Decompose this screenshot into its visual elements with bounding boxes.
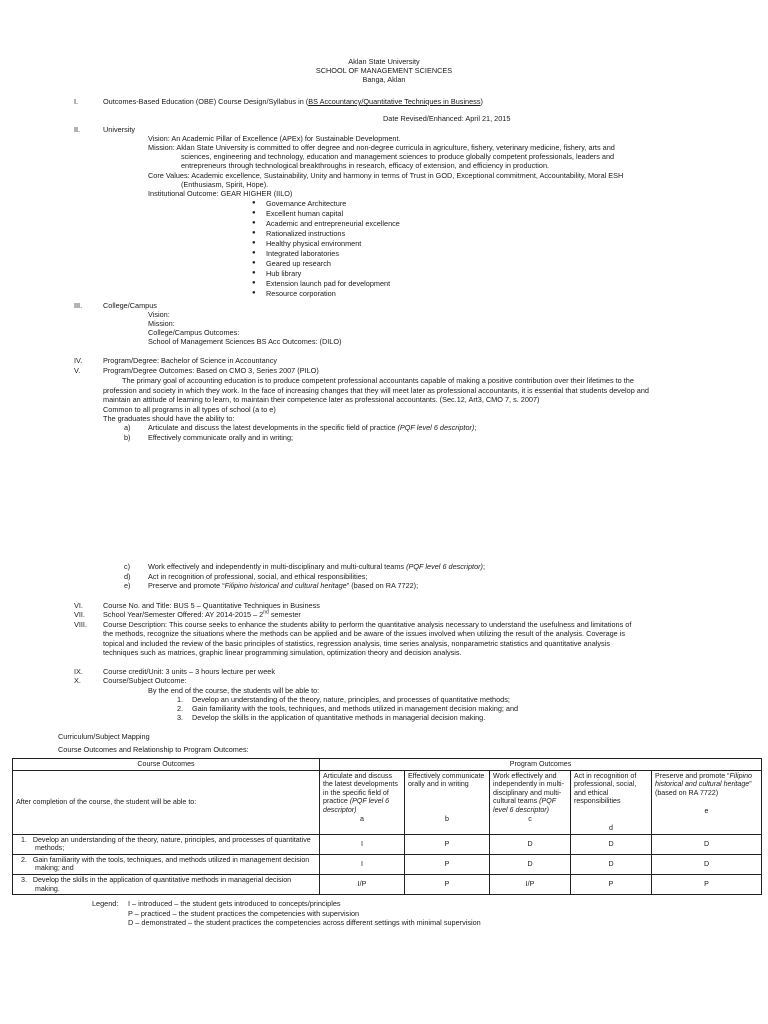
row-2-text: Gain familiarity with the tools, techniques, and methods utilized in management decision making; and <box>32 855 310 873</box>
outcome-e-letter: e) <box>124 581 131 590</box>
college-mission: Mission: <box>148 319 175 328</box>
row-1-value-d: D <box>571 834 652 854</box>
column-e <box>652 770 762 834</box>
program-outcomes: Program/Degree Outcomes: Based on CMO 3, Series 2007 (PILO) <box>103 366 319 375</box>
row-label: After completion of the course, the student will be able to: <box>13 770 320 834</box>
column-d-letter: d <box>609 823 613 832</box>
outcome-c-letter: c) <box>124 562 131 571</box>
column-e-tail: ” (based on RA 7722) <box>655 780 752 797</box>
section-1-number: I. <box>74 97 79 106</box>
school-location: Banga, Aklan <box>362 75 406 84</box>
legend-label: Legend: <box>92 899 119 908</box>
section-8-number: VIII. <box>74 620 87 629</box>
college-outcomes: College/Campus Outcomes: <box>148 328 240 337</box>
row-3-value-a: I/P <box>320 874 405 894</box>
outcome-b-text: Effectively communicate orally and in writing; <box>148 433 294 442</box>
program-goal-line-3: maintain an attitude of learning to learn, to maintain their competence later as professional accountants. (Sec.12, Art3, CMO 7, s. 2007) <box>103 395 540 404</box>
course-outcome-1-number: 1. <box>177 695 184 704</box>
table-columns-row <box>13 770 762 834</box>
outcome-e-text <box>148 581 418 591</box>
row-3-value-d: P <box>571 874 652 894</box>
section-3-number: III. <box>74 301 83 310</box>
course-description-line-3: topical and included the review of the basic principles of statistics, regression analysis, time series analysis, nonparametric statistics and quantitative analysis <box>103 639 610 648</box>
row-3-value-e: P <box>652 874 762 894</box>
program-goal-line-2: profession and society in which they work. In the face of increasing changes that they will meet later as professional accountants, it is essential that students develop and <box>103 386 649 395</box>
section-7-number: VII. <box>74 610 85 619</box>
outcome-a-text <box>148 423 476 433</box>
column-b-letter: b <box>445 814 449 823</box>
school-year <box>103 610 301 620</box>
row-1-number: 1. <box>21 835 27 844</box>
course-outcome-intro: By the end of the course, the students will be able to: <box>148 686 320 695</box>
university-mission-line-3: entrepreneurs through technological breakthroughs in research, efficacy of extension, and efficiency in production. <box>181 161 550 170</box>
school-year-main: School Year/Semester Offered: AY 2014-2015 – 2 <box>103 610 264 619</box>
row-3-text: Develop the skills in the application of quantitative methods in managerial decision making. <box>32 875 292 893</box>
outcome-a-main: Articulate and discuss the latest developments in the specific field of practice <box>148 423 398 432</box>
table-row <box>13 854 762 874</box>
course-title: Course No. and Title: BUS 5 – Quantitative Techniques in Business <box>103 601 320 610</box>
course-description-line-2: the methods, recognize the situations where the methods can be applied and be aware of the issues involved when utilizing the result of the analysis. Coverage is <box>103 629 626 638</box>
core-values-line-2: (Enthusiasm, Spirit, Hope). <box>181 180 269 189</box>
school-year-sup: nd <box>263 609 269 616</box>
row-2-value-d: D <box>571 854 652 874</box>
course-outcome-2-number: 2. <box>177 704 184 713</box>
course-outcome-heading: Course/Subject Outcome: <box>103 676 187 685</box>
outcome-c-text <box>148 562 485 572</box>
row-3-value-b: P <box>405 874 490 894</box>
outcome-a-tail: ; <box>474 423 477 432</box>
program-degree: Program/Degree: Bachelor of Science in Accountancy <box>103 356 278 365</box>
legend-practiced: P – practiced – the student practices the competencies with supervision <box>128 909 360 918</box>
outcome-a-letter: a) <box>124 423 131 432</box>
row-1-label <box>13 834 320 854</box>
course-outcome-2-text: Gain familiarity with the tools, techniques, and methods utilized in management decision making; and <box>192 704 519 713</box>
school-outcomes: School of Management Sciences BS Acc Outcomes: (DILO) <box>148 337 342 346</box>
row-2-value-c: D <box>490 854 571 874</box>
course-credit: Course credit/Unit: 3 units – 3 hours lecture per week <box>103 667 275 676</box>
outcome-e-main: Preserve and promote “ <box>148 581 225 590</box>
course-description-line-4: techniques such as matrices, graphic linear programming simulation, optimization theory and decision analysis. <box>103 648 462 657</box>
section-10-number: X. <box>74 676 81 685</box>
row-2-label <box>13 854 320 874</box>
column-a <box>320 770 405 834</box>
row-1-value-b: P <box>405 834 490 854</box>
column-d <box>571 770 652 834</box>
column-a-letter: a <box>360 814 364 823</box>
program-outcomes-header: Program Outcomes <box>320 759 762 771</box>
column-b <box>405 770 490 834</box>
course-outcome-3-number: 3. <box>177 713 184 722</box>
row-2-number: 2. <box>21 855 27 864</box>
row-3-label <box>13 874 320 894</box>
list-item: ● Extension launch pad for development <box>266 279 390 289</box>
university-mission-line-2: sciences, engineering and technology, education and management sciences to produce globally competent professionals, leaders and <box>181 152 615 161</box>
outcome-b-letter: b) <box>124 433 131 442</box>
section-1-course: BS Accountancy/Quantitative Techniques in Business <box>308 97 481 106</box>
mapping-subtitle: Course Outcomes and Relationship to Program Outcomes: <box>58 745 249 754</box>
column-a-emphasis: (PQF level 6 descriptor) <box>323 797 390 814</box>
section-5-number: V. <box>74 366 81 375</box>
row-2-value-b: P <box>405 854 490 874</box>
table-row <box>13 834 762 854</box>
section-2-number: II. <box>74 125 81 134</box>
outcome-c-tail: ; <box>483 562 486 571</box>
core-values-line-1: Core Values: Academic excellence, Sustainability, Unity and harmony in terms of Trust in GOD, Exceptional commitment, Accountability, Moral ESH <box>148 171 624 180</box>
list-item: ● Geared up research <box>266 259 331 269</box>
column-e-text: Preserve and promote “ <box>655 771 730 780</box>
course-outcome-1-text: Develop an understanding of the theory, nature, principles, and processes of quantitative methods; <box>192 695 510 704</box>
legend-demonstrated: D – demonstrated – the student practices the competencies across different settings with minimal supervision <box>128 918 481 927</box>
outcome-d-letter: d) <box>124 572 131 581</box>
outcome-a-emphasis: (PQF level 6 descriptor) <box>397 423 475 432</box>
row-1-value-a: I <box>320 834 405 854</box>
table-row <box>13 874 762 894</box>
column-e-letter: e <box>704 807 709 816</box>
outcome-c-emphasis: (PQF level 6 descriptor) <box>406 562 483 571</box>
column-c <box>490 770 571 834</box>
college-vision: Vision: <box>148 310 170 319</box>
outcome-d-text: Act in recognition of professional, social, and ethical responsibilities; <box>148 572 368 581</box>
section-3-title: College/Campus <box>103 301 157 310</box>
list-item: ● Hub library <box>266 269 301 279</box>
column-e-emphasis: Filipino historical and cultural heritage <box>655 771 753 789</box>
list-item: ● Healthy physical environment <box>266 239 361 249</box>
university-vision: Vision: An Academic Pillar of Excellence (APEx) for Sustainable Development. <box>148 134 401 143</box>
column-d-text: Act in recognition of professional, social, and ethical responsibilities <box>574 771 637 806</box>
section-6-number: VI. <box>74 601 83 610</box>
row-3-number: 3. <box>21 875 27 884</box>
list-item: ● Rationalized instructions <box>266 229 345 239</box>
graduates-ability: The graduates should have the ability to: <box>103 414 235 423</box>
legend-introduced: I – introduced – the student gets introduced to concepts/principles <box>128 899 341 908</box>
list-item: ● Integrated laboratories <box>266 249 339 259</box>
university-name: Aklan State University <box>348 57 420 66</box>
list-item: ● Excellent human capital <box>266 209 343 219</box>
column-c-emphasis: (PQF level 6 descriptor) <box>493 797 556 814</box>
outcome-e-emphasis: Filipino historical and cultural heritage <box>224 581 347 590</box>
list-item: ● Academic and entrepreneurial excellence <box>266 219 400 229</box>
school-year-tail: semester <box>268 610 301 619</box>
row-3-value-c: I/P <box>490 874 571 894</box>
row-1-text: Develop an understanding of the theory, nature, principles, and processes of quantitative methods; <box>32 835 311 853</box>
row-2-value-e: D <box>652 854 762 874</box>
school-name: SCHOOL OF MANAGEMENT SCIENCES <box>315 66 453 75</box>
date-revised: Date Revised/Enhanced: April 21, 2015 <box>383 114 511 123</box>
university-mission-line-1: Mission: Aklan State University is committed to offer degree and non-degree curricula in agriculture, fishery, veterinary medicine, fishery, arts and <box>148 143 615 152</box>
section-1-heading <box>103 97 483 107</box>
column-c-letter: c <box>528 814 532 823</box>
table-header-row <box>13 759 762 771</box>
section-4-number: IV. <box>74 356 83 365</box>
outcome-e-tail: ” (based on RA 7722); <box>346 581 419 590</box>
course-outcomes-header: Course Outcomes <box>13 759 320 771</box>
row-1-value-c: D <box>490 834 571 854</box>
program-goal-line-1: The primary goal of accounting education is to produce competent professional accountants capable of making a positive contribution over their lifetimes to the <box>122 376 634 385</box>
list-item: ● Resource corporation <box>266 289 336 299</box>
section-2-title: University <box>103 125 136 134</box>
row-2-value-a: I <box>320 854 405 874</box>
column-a-text: Articulate and discuss the latest developments in the specific field of practice <box>323 771 398 806</box>
list-item: ● Governance Architecture <box>266 199 346 209</box>
common-programs: Common to all programs in all types of school (a to e) <box>103 405 276 414</box>
institutional-outcome: Institutional Outcome: GEAR HIGHER (IILO) <box>148 189 293 198</box>
section-1-close: ) <box>480 97 483 106</box>
column-b-text: Effectively communicate orally and in writing <box>408 771 485 789</box>
section-1-label: Outcomes-Based Education (OBE) Course Design/Syllabus in ( <box>103 97 309 106</box>
mapping-title: Curriculum/Subject Mapping <box>58 732 150 741</box>
section-9-number: IX. <box>74 667 83 676</box>
course-outcome-3-text: Develop the skills in the application of quantitative methods in managerial decision making. <box>192 713 486 722</box>
outcome-c-main: Work effectively and independently in multi-disciplinary and multi-cultural teams <box>148 562 407 571</box>
course-description-line-1: Course Description: This course seeks to enhance the students ability to perform the quantitative analysis necessary to understand the usefulness and limitations of <box>103 620 632 629</box>
column-c-text: Work effectively and independently in multi-disciplinary and multi-cultural teams <box>493 771 564 806</box>
outcome-mapping-table <box>12 758 762 895</box>
row-1-value-e: D <box>652 834 762 854</box>
